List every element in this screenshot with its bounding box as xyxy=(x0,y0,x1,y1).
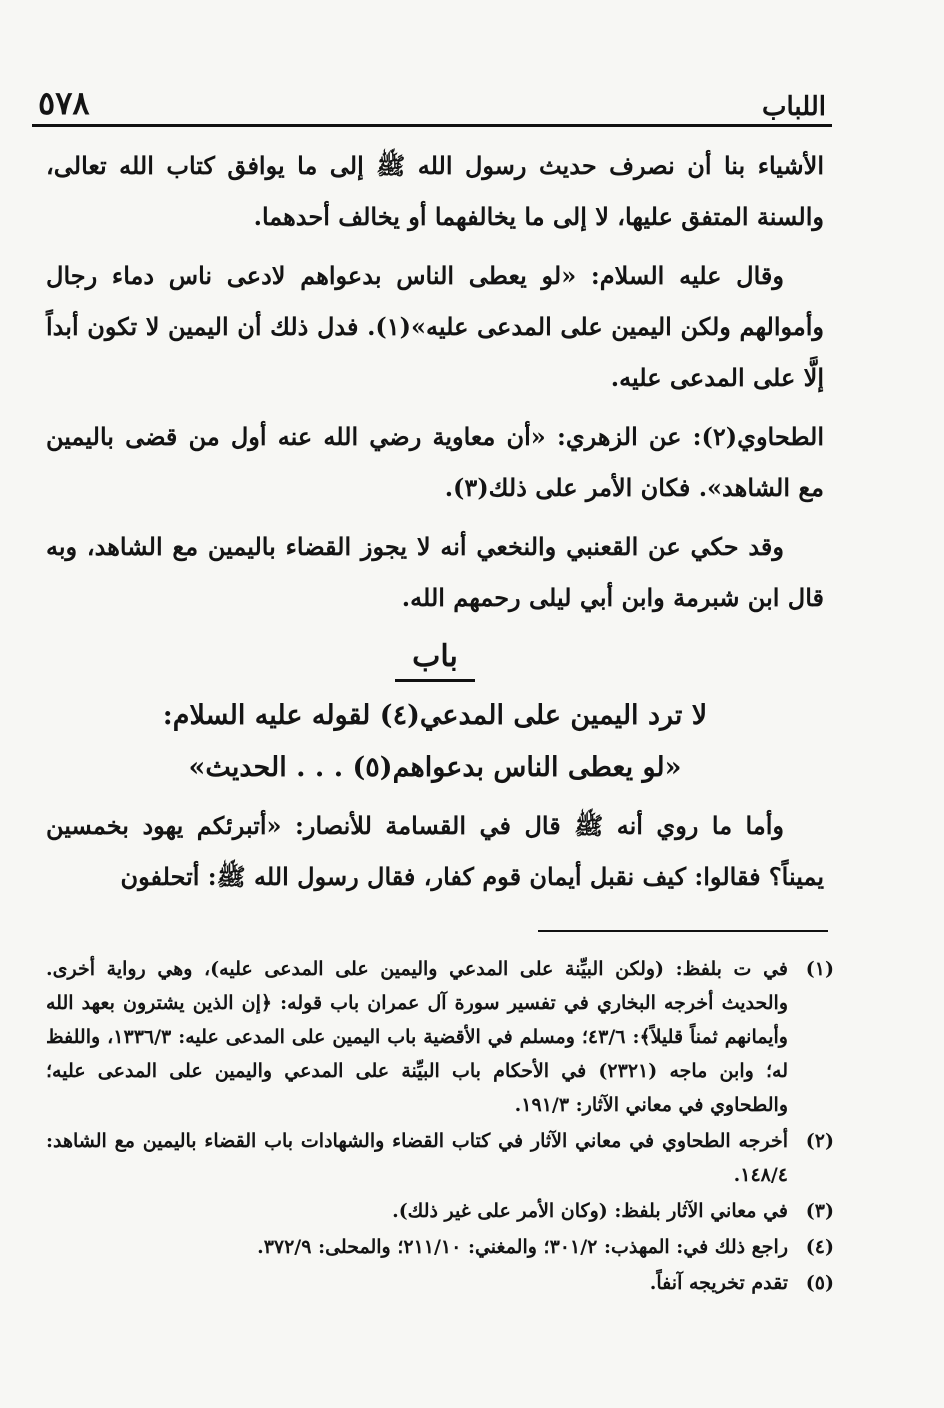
footnote-text: أخرجه الطحاوي في معاني الآثار في كتاب القضاء والشهادات باب القضاء باليمين مع الشاهد: ١٤٨/٤. xyxy=(46,1130,788,1186)
footnote-number: (٤) xyxy=(805,1236,834,1258)
footnote-text: في معاني الآثار بلفظ: (وكان الأمر على غير ذلك). xyxy=(392,1200,788,1222)
footnote-number: (١) xyxy=(805,958,834,980)
chapter-title-line-1: لا ترد اليمين على المدعي(٤) لقوله عليه السلام: xyxy=(162,700,708,731)
main-text xyxy=(46,140,824,910)
footnote-rule xyxy=(538,930,828,932)
paragraph-3: الطحاوي(٢): عن الزهري: «أن معاوية رضي الله عنه أول من قضى باليمين مع الشاهد». فكان الأمر على ذلك(٣). xyxy=(46,422,824,502)
chapter-label: باب xyxy=(412,639,458,674)
footnote-text: في ت بلفظ: (ولكن البيِّنة على المدعي واليمين على المدعى عليه)، وهي رواية أخرى. والحديث أخرجه البخاري في تفسير سورة آل عمران باب قوله: ﴿إن الذين يشترون بعهد الله وأيمانهم ثمناً قليلاً﴾: ٤٣/٦؛ ومسلم في الأقضية باب اليمين على المدعى عليه: ١٣٣٦/٣، واللفظ له؛ وابن ماجه (٢٣٢١) في الأحكام باب البيِّنة على المدعي واليمين على المدعى عليه؛ والطحاوي في معاني الآثار: ١٩١/٣. xyxy=(46,958,788,1116)
footnotes xyxy=(46,952,834,1302)
footnote-2 xyxy=(46,1124,834,1192)
chapter-title-line-2: «لو يعطى الناس بدعواهم(٥) . . . الحديث» xyxy=(188,752,682,783)
paragraph-4: وقد حكي عن القعنبي والنخعي أنه لا يجوز القضاء باليمين مع الشاهد، وبه قال ابن شبرمة وابن أبي ليلى رحمهم الله. xyxy=(46,532,824,612)
paragraph-2: وقال عليه السلام: «لو يعطى الناس بدعواهم لادعى ناس دماء رجال وأموالهم ولكن اليمين على المدعى عليه»(١). فدل ذلك أن اليمين لا تكون أبداً إلَّا على المدعى عليه. xyxy=(46,261,824,392)
page-header xyxy=(38,78,826,122)
running-title: اللباب xyxy=(762,92,826,122)
chapter-underline xyxy=(395,679,475,682)
footnote-text: راجع ذلك في: المهذب: ٣٠١/٢؛ والمغني: ٢١١/١٠؛ والمحلى: ٣٧٢/٩. xyxy=(257,1236,788,1258)
footnote-4 xyxy=(46,1230,834,1264)
footnote-3 xyxy=(46,1194,834,1228)
paragraph-5: وأما ما روي أنه ﷺ قال في القسامة للأنصار: «أتبرئكم يهود بخمسين يميناً؟ فقالوا: كيف نقبل أيمان قوم كفار، فقال رسول الله ﷺ: أتحلفون xyxy=(46,811,824,891)
header-rule xyxy=(32,124,832,127)
footnote-1 xyxy=(46,952,834,1122)
footnote-number: (٥) xyxy=(805,1272,834,1294)
footnote-number: (٣) xyxy=(805,1200,834,1222)
footnote-number: (٢) xyxy=(805,1130,834,1152)
page-number: ٥٧٨ xyxy=(38,84,90,122)
footnote-text: تقدم تخريجه آنفاً. xyxy=(649,1272,788,1294)
footnote-5 xyxy=(46,1266,834,1300)
paragraph-1: الأشياء بنا أن نصرف حديث رسول الله ﷺ إلى ما يوافق كتاب الله تعالى، والسنة المتفق عليها، لا إلى ما يخالفهما أو يخالف أحدهما. xyxy=(46,151,825,231)
